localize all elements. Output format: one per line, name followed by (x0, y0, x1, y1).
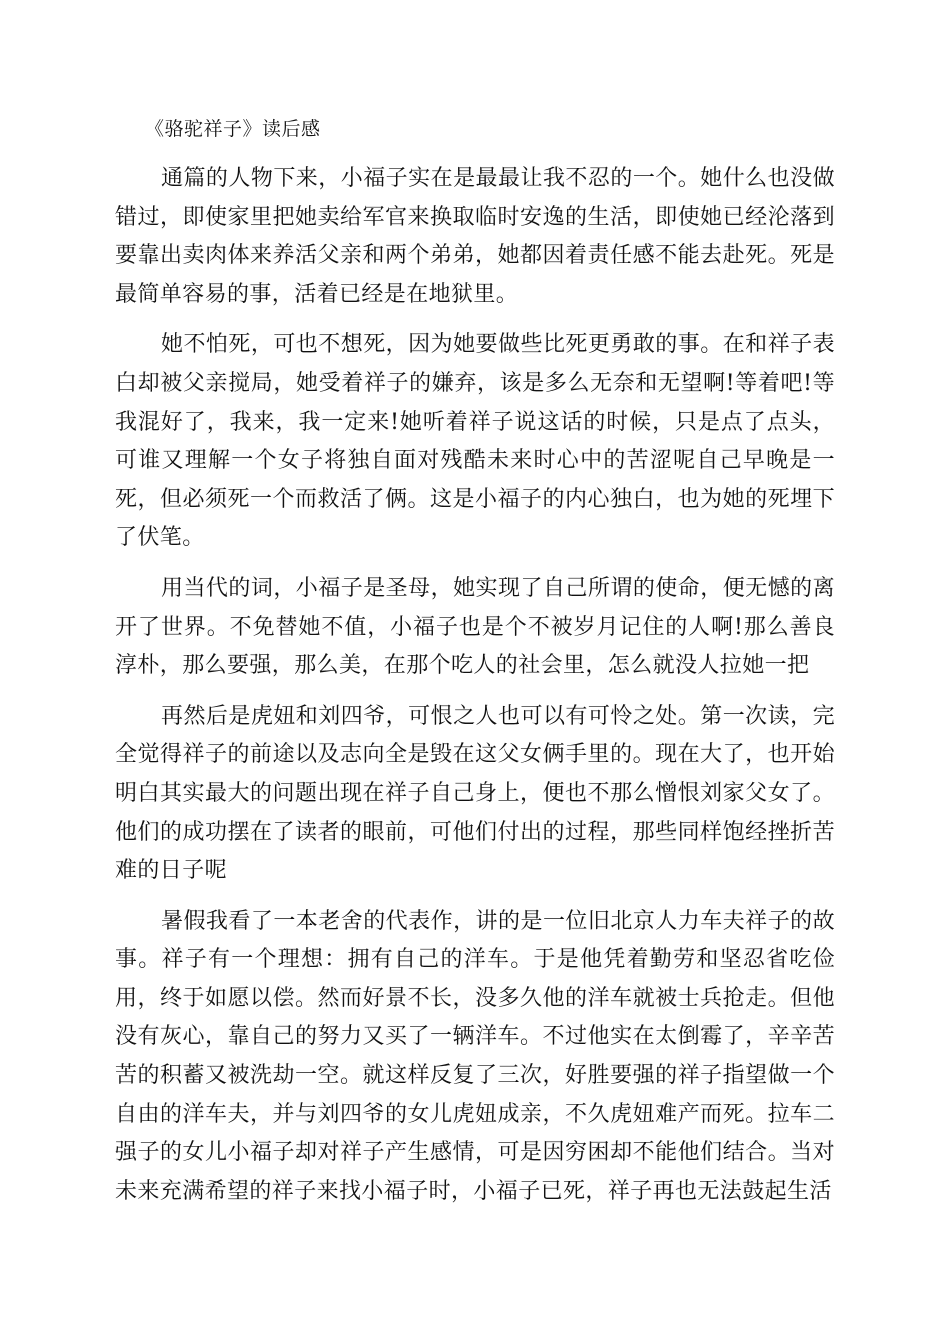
paragraph-1: 通篇的人物下来，小福子实在是最最让我不忍的一个。她什么也没做错过，即使家里把她卖给军官来换取临时安逸的生活，即使她已经沦落到要靠出卖肉体来养活父亲和两个弟弟，她都因着责任感不能去赴死。死是最简单容易的事，活着已经是在地狱里。 (115, 166, 835, 307)
document-page (115, 112, 835, 1223)
paragraph-3: 用当代的词，小福子是圣母，她实现了自己所谓的使命，便无憾的离开了世界。不免替她不值，小福子也是个不被岁月记住的人啊!那么善良淳朴，那么要强，那么美，在那个吃人的社会里，怎么就没人拉她一把 (115, 575, 835, 679)
paragraph-4: 再然后是虎妞和刘四爷，可恨之人也可以有可怜之处。第一次读，完全觉得祥子的前途以及志向全是毁在这父女俩手里的。现在大了，也开始明白其实最大的问题出现在祥子自己身上，便也不那么憎恨刘家父女了。他们的成功摆在了读者的眼前，可他们付出的过程，那些同样饱经挫折苦难的日子呢 (115, 703, 835, 884)
paragraph-2: 她不怕死，可也不想死，因为她要做些比死更勇敢的事。在和祥子表白却被父亲搅局，她受着祥子的嫌弃，该是多么无奈和无望啊!等着吧!等我混好了，我来，我一定来!她听着祥子说这话的时候，只是点了点头，可谁又理解一个女子将独自面对残酷未来时心中的苦涩呢自己早晚是一死，但必须死一个而救活了俩。这是小福子的内心独白，也为她的死埋下了伏笔。 (115, 332, 835, 551)
document-title: 《骆驼祥子》读后感 (145, 118, 321, 140)
paragraph-5: 暑假我看了一本老舍的代表作，讲的是一位旧北京人力车夫祥子的故事。祥子有一个理想：拥有自己的洋车。于是他凭着勤劳和坚忍省吃俭用，终于如愿以偿。然而好景不长，没多久他的洋车就被士兵抢走。但他没有灰心，靠自己的努力又买了一辆洋车。不过他实在太倒霉了，辛辛苦苦的积蓄又被洗劫一空。就这样反复了三次，好胜要强的祥子指望做一个自由的洋车夫，并与刘四爷的女儿虎妞成亲，不久虎妞难产而死。拉车二强子的女儿小福子却对祥子产生感情，可是因穷困却不能他们结合。当对未来充满希望的祥子来找小福子时，小福子已死，祥子再也无法鼓起生活 (115, 908, 835, 1204)
